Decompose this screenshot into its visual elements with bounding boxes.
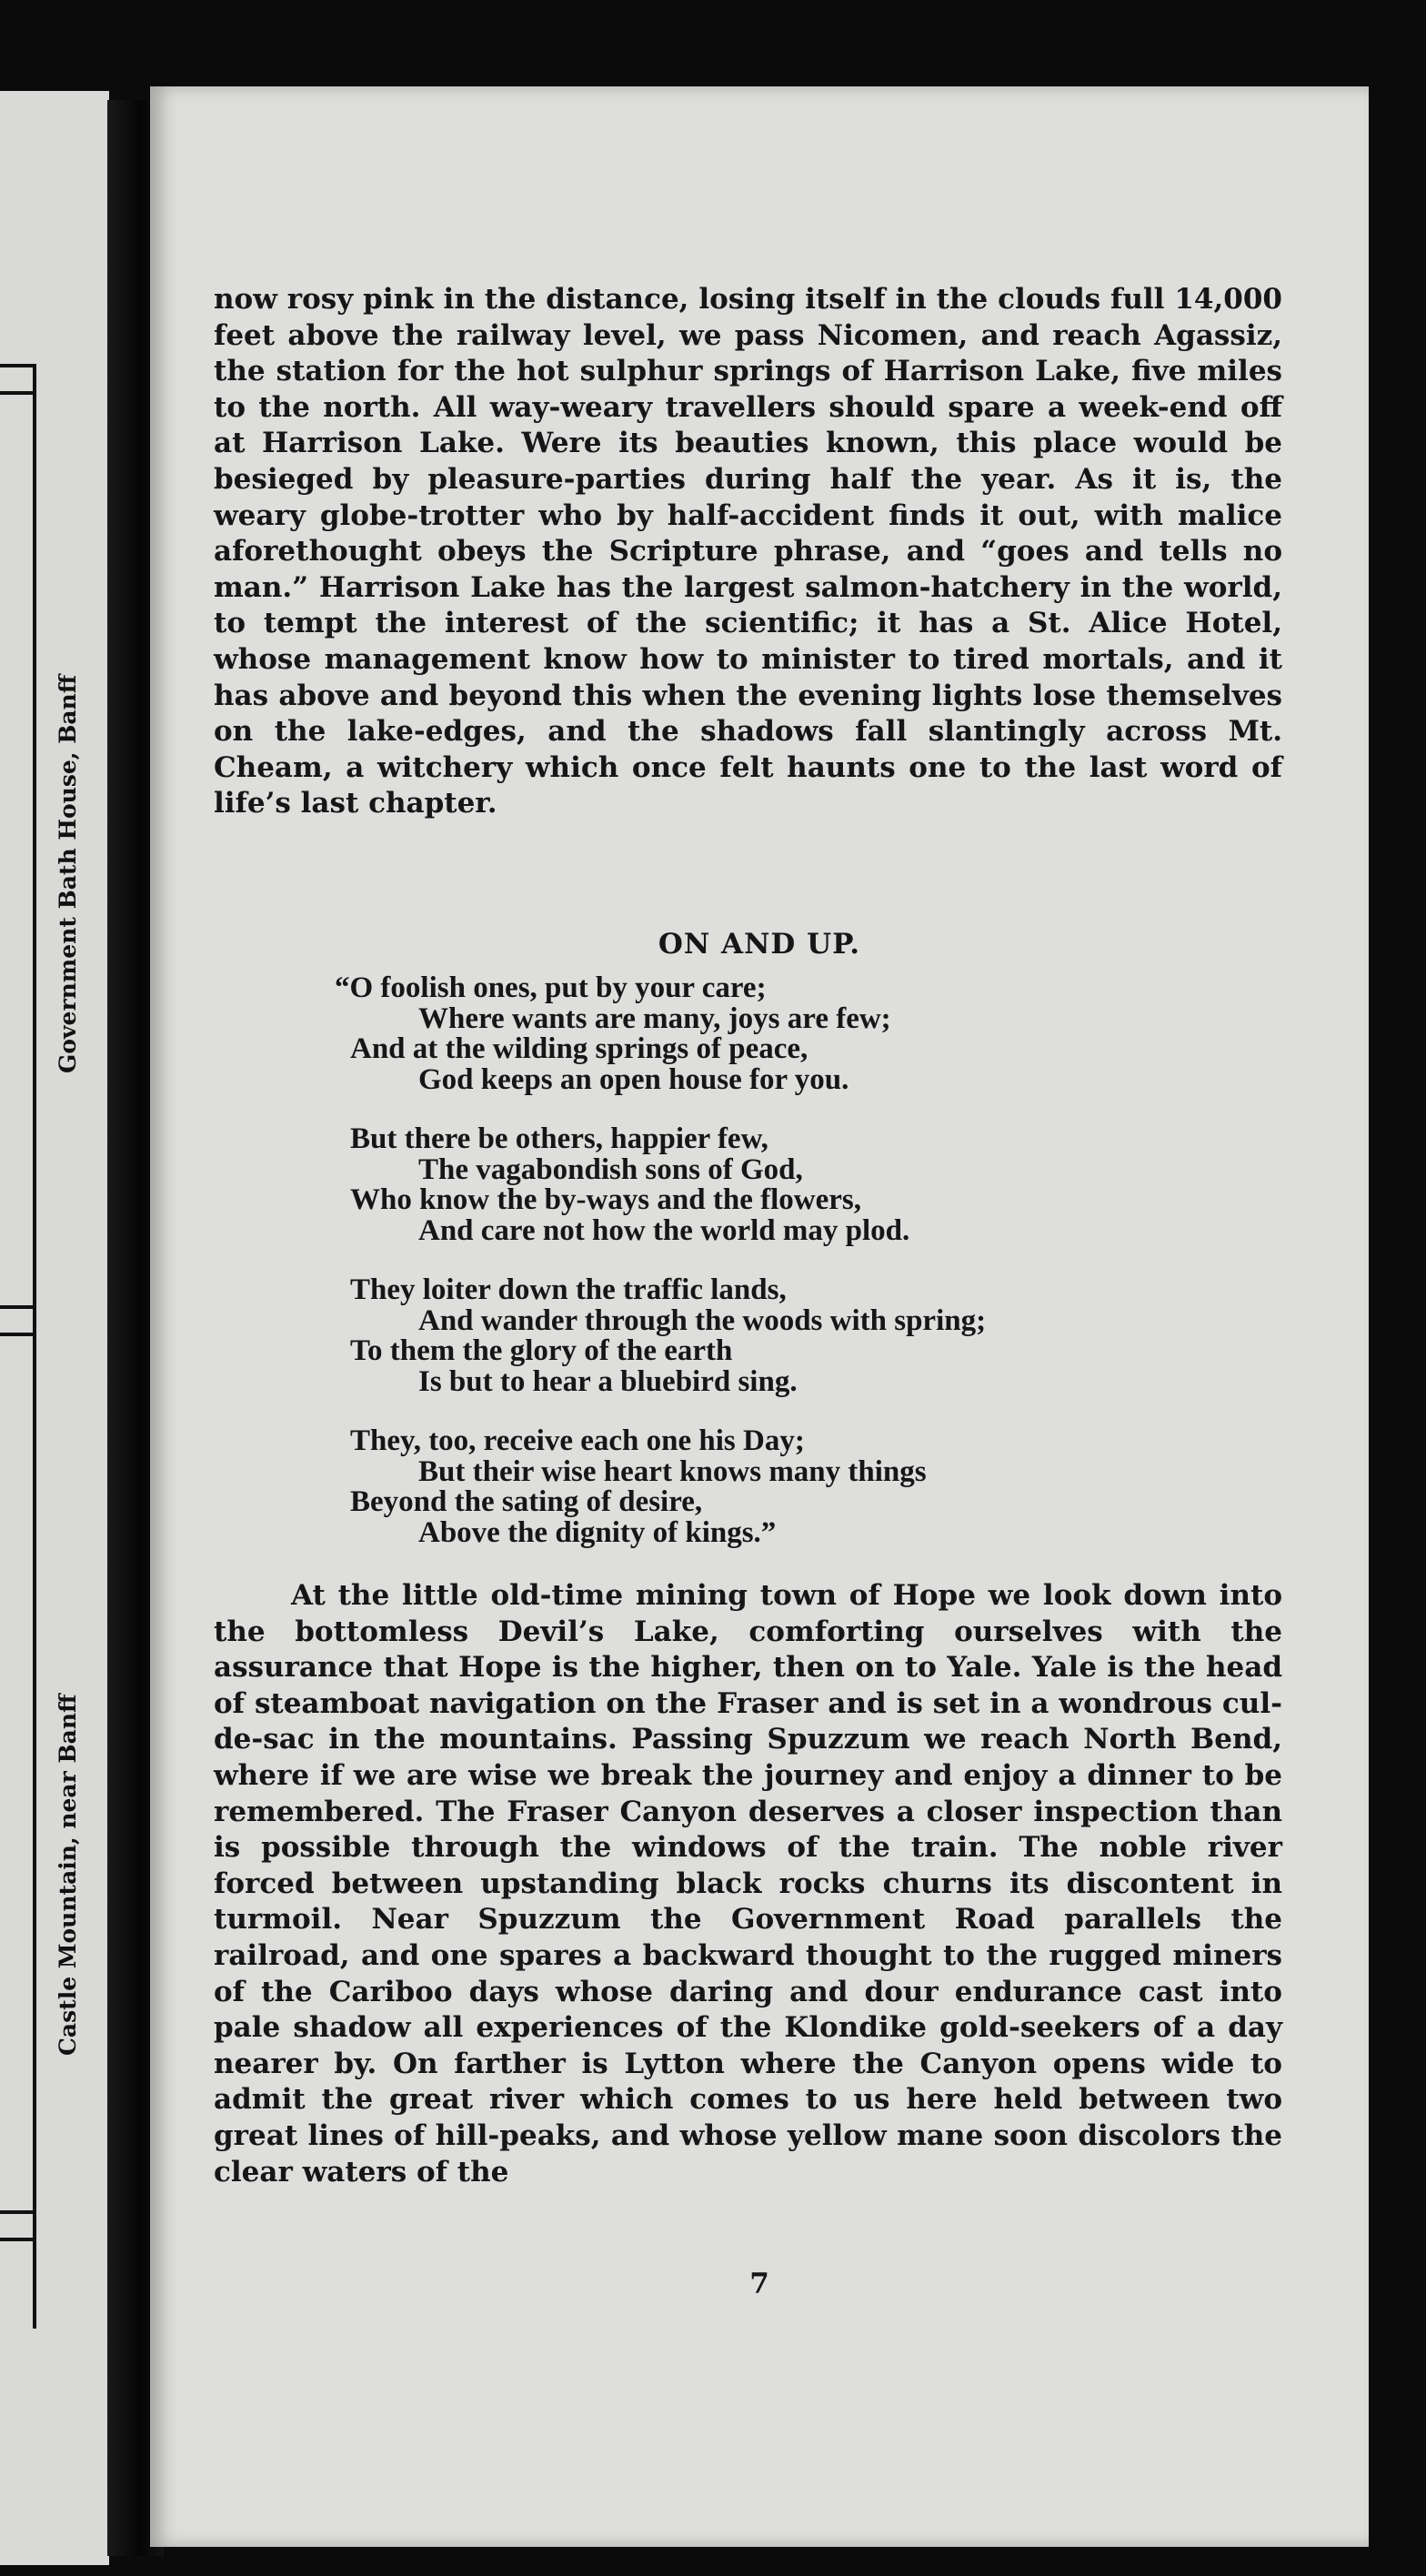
caption-bottom: Castle Mountain, near Banff [55, 1694, 81, 2056]
frame-rule-top [0, 364, 33, 367]
poem-line: To them the glory of the earth [350, 1334, 733, 1367]
poem [335, 971, 1260, 1577]
book-page [150, 86, 1369, 2547]
paragraph-2: At the little old-time mining town of Hope we look down into the bottomless Devil’s Lake, comforting ourselves with the assurance that Hope is the higher, then on to Yale. Yale is the head of steamboat navigation on the Fraser and is set in a wondrous cul-de-sac in the mountains. Passing Spuzzum we reach North Bend, where if we are wise we break the journey and enjoy a dinner to be remembered. The Fraser Canyon deserves a closer inspection than is possible through the windows of the train. The noble river forced between upstanding black rocks churns its discontent in turmoil. Near Spuzzum the Government Road parallels the railroad, and one spares a backward thought to the rugged miners of the Cariboo days whose daring and dour endurance cast into pale shadow all experiences of the Klondike gold-seekers of a day nearer by. On farther is Lytton where the Canyon opens wide to admit the great river which comes to us here held between two great lines of hill-peaks, and whose yellow mane soon discolors the clear waters of the [214, 1579, 1282, 2189]
poem-line: And wander through the woods with spring; [418, 1303, 987, 1337]
caption-top: Government Bath House, Banff [55, 674, 81, 1073]
left-facing-page [0, 91, 109, 2565]
poem-stanza [350, 1124, 1260, 1246]
poem-line: They loiter down the traffic lands, [350, 1273, 787, 1306]
poem-line: Beyond the sating of desire, [350, 1485, 703, 1518]
poem-stanza [335, 971, 1260, 1096]
poem-line: Is but to hear a bluebird sing. [418, 1364, 798, 1398]
page-number: 7 [749, 2268, 769, 2300]
poem-line: But their wise heart knows many things [418, 1454, 927, 1488]
poem-line: The vagabondish sons of God, [418, 1152, 803, 1186]
paragraph-1: now rosy pink in the distance, losing itself in the clouds full 14,000 feet above the railway level, we pass Nicomen, and reach Agassiz, the station for the hot sulphur springs of Harrison Lake, five miles to the north. All way-weary travellers should spare a week-end off at Harrison Lake. Were its beauties known, this place would be besieged by pleasure-parties during half the year. As it is, the weary globe-trotter who by half-accident finds it out, with malice aforethought obeys the Scripture phrase, and “goes and tells no man.” Harrison Lake has the largest salmon-hatchery in the world, to tempt the interest of the scientific; it has a St. Alice Hotel, whose management know how to minister to tired mortals, and it has above and beyond this when the evening lights lose themselves on the lake-edges, and the shadows fall slantingly across Mt. Cheam, a witchery which once felt haunts one to the last word of life’s last chapter. [214, 283, 1282, 820]
poem-line: And at the wilding springs of peace, [350, 1032, 808, 1065]
poem-line: Who know the by-ways and the flowers, [350, 1183, 861, 1216]
poem-line: And care not how the world may plod. [418, 1213, 910, 1247]
poem-line: “O foolish ones, put by your care; [335, 971, 767, 1004]
poem-stanza [350, 1426, 1260, 1548]
poem-stanza [350, 1275, 1260, 1397]
poem-line: Above the dignity of kings.” [418, 1515, 777, 1549]
frame-rule-bottom [0, 2238, 33, 2241]
frame-rule [0, 1305, 33, 1309]
poem-line: Where wants are many, joys are few; [418, 1001, 891, 1035]
left-page-frame [0, 364, 36, 2329]
poem-line: They, too, receive each one his Day; [350, 1424, 805, 1457]
frame-rule [0, 391, 33, 395]
frame-rule [0, 2210, 33, 2214]
frame-rule [0, 1333, 33, 1336]
poem-line: But there be others, happier few, [350, 1122, 768, 1155]
poem-line: God keeps an open house for you. [418, 1062, 849, 1096]
section-heading: ON AND UP. [658, 928, 861, 961]
